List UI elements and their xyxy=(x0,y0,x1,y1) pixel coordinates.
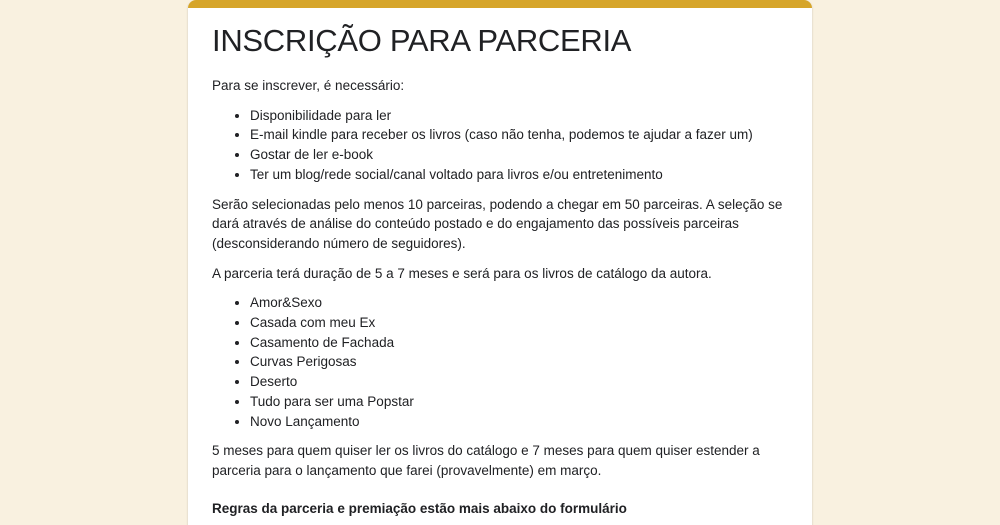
list-item: • Casada com meu Ex xyxy=(250,313,788,333)
list-item: • Amor&Sexo xyxy=(250,293,788,313)
card-body xyxy=(188,8,812,518)
rules-text: Regras da parceria e premiação estão mais abaixo do formulário xyxy=(212,500,627,516)
list-item: • Disponibilidade para ler xyxy=(250,106,788,126)
list-item: • E-mail kindle para receber os livros (caso não tenha, podemos te ajudar a fazer um) xyxy=(250,125,788,145)
list-item: • Gostar de ler e-book xyxy=(250,145,788,165)
list-item: • Curvas Perigosas xyxy=(250,352,788,372)
intro-text: Para se inscrever, é necessário: xyxy=(212,78,405,93)
list-item: • Novo Lançamento xyxy=(250,412,788,432)
list-item: • Casamento de Fachada xyxy=(250,333,788,353)
form-title: INSCRIÇÃO PARA PARCERIA xyxy=(212,23,632,58)
list-item: • Deserto xyxy=(250,372,788,392)
card-accent-bar xyxy=(188,0,812,8)
books-list xyxy=(212,293,788,431)
list-item: • Tudo para ser uma Popstar xyxy=(250,392,788,412)
form-header-card xyxy=(188,0,812,525)
months-text: 5 meses para quem quiser ler os livros do catálogo e 7 meses para quem quiser estender a parceria para o lançamento que farei (provavelmente) em março. xyxy=(212,443,760,478)
selection-text: Serão selecionadas pelo menos 10 parceiras, podendo a chegar em 50 parceiras. A seleção se dará através de análise do conteúdo postado e do engajamento das possíveis parceiras (desconsiderando número de seguidores). xyxy=(212,196,783,251)
list-item: • Ter um blog/rede social/canal voltado para livros e/ou entretenimento xyxy=(250,165,788,185)
duration-text: A parceria terá duração de 5 a 7 meses e será para os livros de catálogo da autora. xyxy=(212,265,712,281)
form-description xyxy=(212,76,788,518)
requirements-list xyxy=(212,106,788,185)
